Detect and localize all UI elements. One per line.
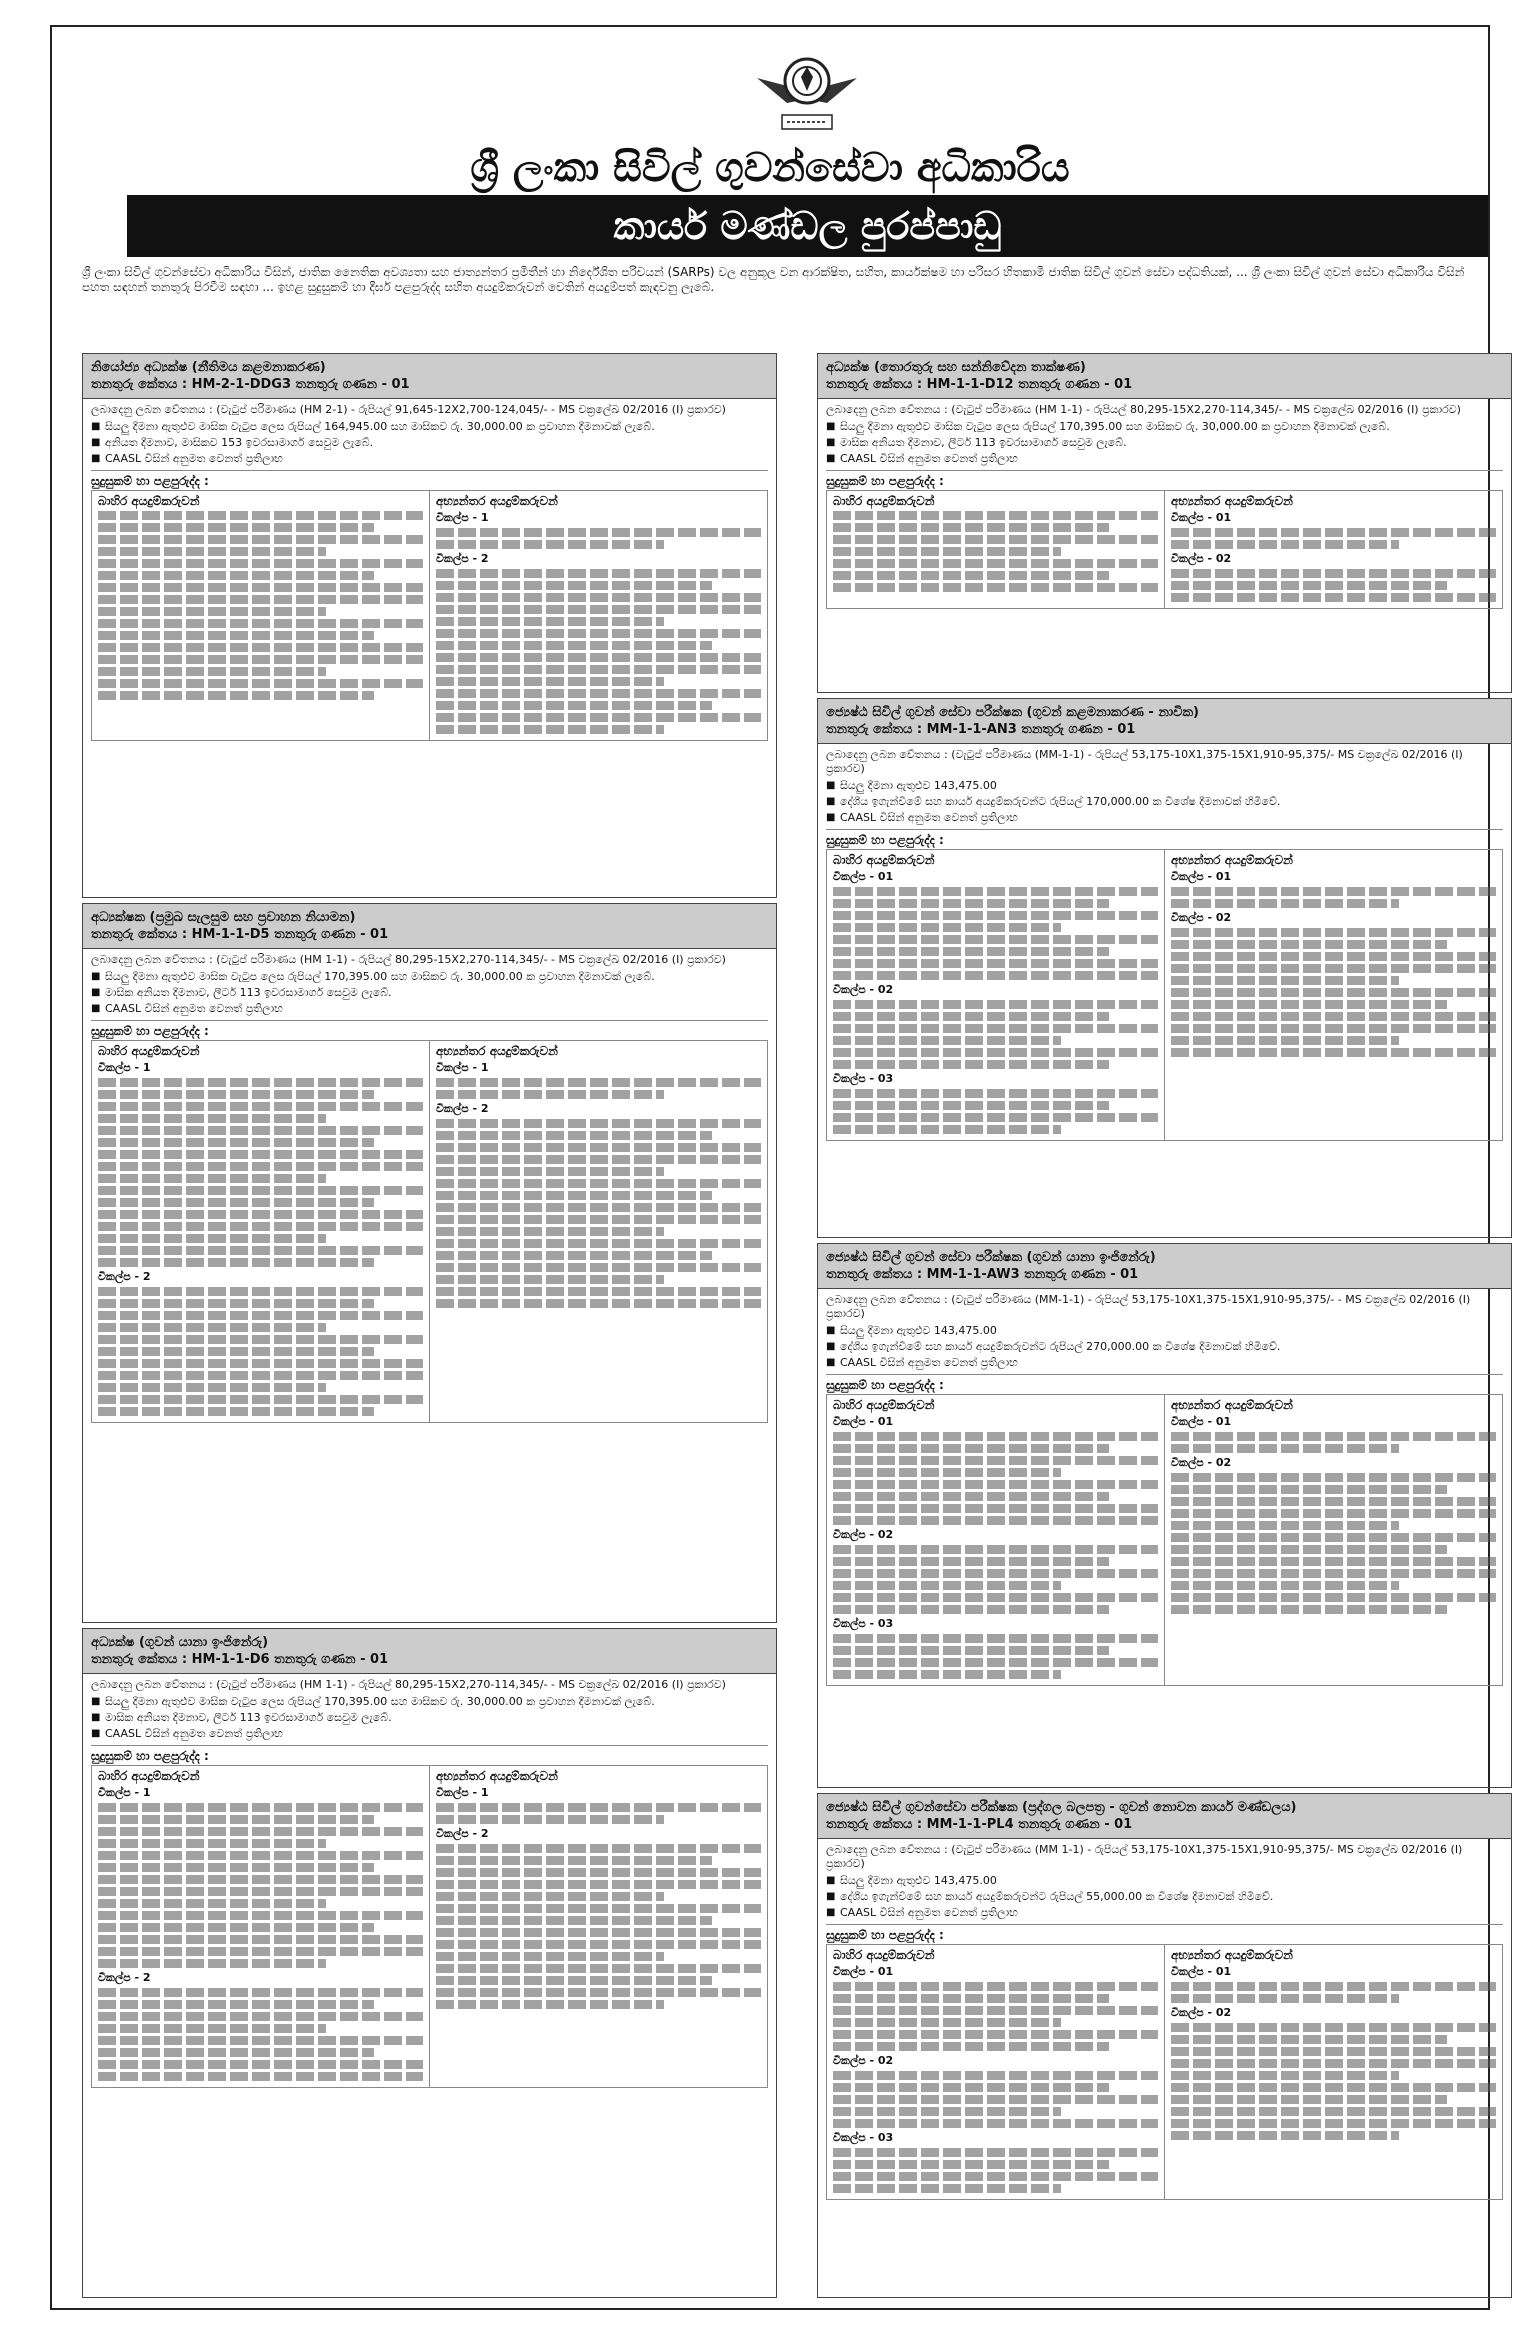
external-heading: බාහිර අයදුම්කරුවන්: [833, 1398, 935, 1412]
qualifications-table: [91, 1765, 768, 2088]
left-column: [82, 353, 777, 2298]
option-label: විකල්ප - 01: [1171, 1965, 1232, 1978]
option-label: විකල්ප - 03: [833, 1617, 894, 1630]
benefit-item: ■ සියලු දීමනා ඇතුළුව 143,475.00: [826, 1874, 1503, 1888]
salary-line: ලබාදෙනු ලබන වේතනය : (වැටුප් පරිමාණය (HM 2-1) - රුපියල් 91,645-12X2,700-124,045/- - MS චක්‍රලේඛ 02/2016 (I) ප්‍රකාරව): [91, 403, 726, 416]
post-header: [818, 699, 1511, 744]
post-header: [818, 1794, 1511, 1839]
benefit-item: ■ සියලු දීමනා ඇතුළුව මාසික වැටුප ලෙස රුපියල් 170,395.00 සහ මාසිකව රු. 30,000.00 ක ප්‍රවාහන දීමනාවක් ලැබේ.: [826, 420, 1503, 434]
option-label: විකල්ප - 01: [833, 1965, 894, 1978]
option-label: විකල්ප - 02: [1171, 552, 1232, 565]
organization-title: ශ්‍රී ලංකා සිවිල් ගුවන්සේවා අධිකාරිය: [470, 145, 1070, 191]
internal-heading: අභ්‍යන්තර අයදුම්කරුවන්: [436, 494, 558, 508]
option-label: විකල්ප - 02: [1171, 1456, 1232, 1469]
qualifications-heading: සුදුසුකම් හා පළපුරුද්ද :: [826, 1924, 1503, 1942]
benefit-item: ■ CAASL විසින් අනුමත වෙනත් ප්‍රතිලාභ: [826, 1906, 1503, 1920]
internal-heading: අභ්‍යන්තර අයදුම්කරුවන්: [436, 1044, 558, 1058]
option-label: විකල්ප - 01: [833, 1415, 894, 1428]
option-label: විකල්ප - 02: [1171, 911, 1232, 924]
qualifications-heading: සුදුසුකම් හා පළපුරුද්ද :: [826, 470, 1503, 488]
qualifications-table: [91, 490, 768, 741]
benefit-item: ■ මාසික අනියත දීමනාව, ලීටර් 113 ඉවරසාමාර්ග සෙවුම ලැබේ.: [91, 986, 768, 1000]
benefit-item: ■ සියලු දීමනා ඇතුළුව 143,475.00: [826, 1324, 1503, 1338]
right-column: [817, 353, 1512, 2298]
benefit-item: ■ දේශීය ඉගැන්වීමේ සහ කාර්ය අයදුම්කරුවන්ට රුපියල් 170,000.00 ක විශේෂ දීමනාවක් හිමිවේ.: [826, 795, 1503, 809]
external-heading: බාහිර අයදුම්කරුවන්: [98, 1769, 200, 1783]
benefit-item: ■ CAASL විසින් අනුමත වෙනත් ප්‍රතිලාභ: [91, 452, 768, 466]
post-code: තනතුරු කේතය : MM-1-1-PL4 තනතුරු ගණන - 01: [826, 1817, 1133, 1832]
post-title: අධ්‍යක්ෂක (ප්‍රමුඛ සැලසුම සහ ප්‍රවාහන නියාමන): [91, 910, 356, 925]
benefit-item: ■ සියලු දීමනා ඇතුළුව මාසික වැටුප ලෙස රුපියල් 164,945.00 සහ මාසිකව රු. 30,000.00 ක ප්‍රවාහන දීමනාවක් ලැබේ.: [91, 420, 768, 434]
qualifications-table: [826, 1944, 1503, 2200]
option-label: විකල්ප - 01: [833, 870, 894, 883]
benefit-item: ■ සියලු දීමනා ඇතුළුව 143,475.00: [826, 779, 1503, 793]
option-label: විකල්ප - 1: [436, 1786, 489, 1799]
option-label: විකල්ප - 03: [833, 2131, 894, 2144]
post-block: [817, 698, 1512, 1238]
benefit-item: ■ සියලු දීමනා ඇතුළුව මාසික වැටුප ලෙස රුපියල් 170,395.00 සහ මාසිකව රු. 30,000.00 ක ප්‍රවාහන දීමනාවක් ලැබේ.: [91, 1695, 768, 1709]
post-code: තනතුරු කේතය : HM-1-1-D6 තනතුරු ගණන - 01: [91, 1652, 389, 1667]
benefit-item: ■ මාසික අනියත දීමනාව, ලීටර් 113 ඉවරසාමාර්ග සෙවුම ලැබේ.: [826, 436, 1503, 450]
benefit-item: ■ මාසික අනියත දීමනාව, ලීටර් 113 ඉවරසාමාර්ග සෙවුම ලැබේ.: [91, 1711, 768, 1725]
post-title: ජ්‍යෙෂ්ඨ සිවිල් ගුවන් සේවා පරීක්ෂක (ගුවන් කළමනාකරණ - නාවික): [826, 705, 1199, 720]
qualifications-table: [826, 490, 1503, 609]
option-label: විකල්ප - 01: [1171, 870, 1232, 883]
post-title: ජ්‍යෙෂ්ඨ සිවිල් ගුවන්සේවා පරීක්ෂක (ප්‍රද්ගල බලපත්‍ර - ගුවන් නොවන කාර්ය මණ්ඩලය): [826, 1800, 1297, 1815]
option-label: විකල්ප - 01: [1171, 1415, 1232, 1428]
option-label: විකල්ප - 2: [98, 1270, 151, 1283]
post-block: [82, 903, 777, 1623]
internal-heading: අභ්‍යන්තර අයදුම්කරුවන්: [1171, 1398, 1293, 1412]
salary-line: ලබාදෙනු ලබන වේතනය : (වැටුප් පරිමාණය (MM-1-1) - රුපියල් 53,175-10X1,375-15X1,910-95,375/- MS චක්‍රලේඛ 02/2016 (I) ප්‍රකාරව): [826, 748, 1463, 775]
option-label: විකල්ප - 1: [98, 1061, 151, 1074]
post-header: [83, 354, 776, 399]
post-block: [817, 353, 1512, 693]
qualifications-heading: සුදුසුකම් හා පළපුරුද්ද :: [826, 829, 1503, 847]
qualifications-table: [826, 849, 1503, 1141]
salary-line: ලබාදෙනු ලබන වේතනය : (වැටුප් පරිමාණය (HM 1-1) - රුපියල් 80,295-15X2,270-114,345/- - MS චක්‍රලේඛ 02/2016 (I) ප්‍රකාරව): [91, 953, 726, 966]
benefit-item: ■ දේශීය ඉගැන්වීමේ සහ කාර්ය අයදුම්කරුවන්ට රුපියල් 55,000.00 ක විශේෂ දීමනාවක් හිමිවේ.: [826, 1890, 1503, 1904]
qualifications-heading: සුදුසුකම් හා පළපුරුද්ද :: [826, 1374, 1503, 1392]
post-code: තනතුරු කේතය : HM-1-1-D12 තනතුරු ගණන - 01: [826, 377, 1133, 392]
salary-line: ලබාදෙනු ලබන වේතනය : (වැටුප් පරිමාණය (HM 1-1) - රුපියල් 80,295-15X2,270-114,345/- - MS චක්‍රලේඛ 02/2016 (I) ප්‍රකාරව): [91, 1678, 726, 1691]
option-label: විකල්ප - 1: [98, 1786, 151, 1799]
benefit-item: ■ අනියත දීමනාව, මාසිකව 153 ඉවරසාමාර්ග සෙවුම ලැබේ.: [91, 436, 768, 450]
benefit-item: ■ සියලු දීමනා ඇතුළුව මාසික වැටුප ලෙස රුපියල් 170,395.00 සහ මාසිකව රු. 30,000.00 ක ප්‍රවාහන දීමනාවක් ලැබේ.: [91, 970, 768, 984]
qualifications-table: [91, 1040, 768, 1423]
caasl-crest-icon: [747, 33, 867, 143]
salary-line: ලබාදෙනු ලබන වේතනය : (වැටුප් පරිමාණය (MM-1-1) - රුපියල් 53,175-10X1,375-15X1,910-95,375/- - MS චක්‍රලේඛ 02/2016 (I) ප්‍රකාරව): [826, 1293, 1471, 1320]
option-label: විකල්ප - 1: [436, 511, 489, 524]
vacancies-banner: කාර්ය මණ්ඩල පුරප්පාඩු: [127, 195, 1488, 257]
option-label: විකල්ප - 02: [833, 1528, 894, 1541]
post-block: [817, 1793, 1512, 2298]
external-heading: බාහිර අයදුම්කරුවන්: [98, 494, 200, 508]
post-header: [83, 904, 776, 949]
intro-paragraph: ශ්‍රී ලංකා සිවිල් ගුවන්සේවා අධිකාරිය විසින්, ජාතික නෛතික අවශ්‍යතා සහ ජාත්‍යන්තර ප්‍රමිතීන් හා නිර්දේශිත පරිචයන් (SARPs) වල අනුකූල වන ආරක්ෂිත, සහිත, කාර්යක්ෂම හා පරිසර හිතකාමී ජාතික සිවිල් ගුවන් සේවා පද්ධතියක්, ... ශ්‍රී ලංකා සිවිල් ගුවන් සේවා අධිකාරිය විසින් පහත සඳහන් තනතුරු පිරවීම සඳහා ... ඉහළ සුදුසුකම් හා දීර්ඝ පළපුරුද්ද සහිත අයදුම්කරුවන් වෙතින් අයදුම්පත් කැඳවනු ලැබේ.: [82, 265, 1465, 294]
internal-heading: අභ්‍යන්තර අයදුම්කරුවන්: [1171, 494, 1293, 508]
benefit-item: ■ CAASL විසින් අනුමත වෙනත් ප්‍රතිලාභ: [826, 811, 1503, 825]
benefit-item: ■ CAASL විසින් අනුමත වෙනත් ප්‍රතිලාභ: [91, 1727, 768, 1741]
salary-line: ලබාදෙනු ලබන වේතනය : (වැටුප් පරිමාණය (HM 1-1) - රුපියල් 80,295-15X2,270-114,345/- - MS චක්‍රලේඛ 02/2016 (I) ප්‍රකාරව): [826, 403, 1461, 416]
advertisement-page: [50, 25, 1490, 2310]
post-title: අධ්‍යක්ෂ (තොරතුරු සහ සන්නිවේදන තාක්ෂණ): [826, 360, 1086, 375]
post-code: තනතුරු කේතය : HM-1-1-D5 තනතුරු ගණන - 01: [91, 927, 389, 942]
benefit-item: ■ CAASL විසින් අනුමත වෙනත් ප්‍රතිලාභ: [826, 1356, 1503, 1370]
post-title: ජ්‍යෙෂ්ඨ සිවිල් ගුවන් සේවා පරීක්ෂක (ගුවන් යානා ඉංජිනේරු): [826, 1250, 1156, 1265]
external-heading: බාහිර අයදුම්කරුවන්: [833, 494, 935, 508]
qualifications-heading: සුදුසුකම් හා පළපුරුද්ද :: [91, 1020, 768, 1038]
option-label: විකල්ප - 2: [98, 1971, 151, 1984]
benefit-item: ■ CAASL විසින් අනුමත වෙනත් ප්‍රතිලාභ: [826, 452, 1503, 466]
option-label: විකල්ප - 02: [1171, 2006, 1232, 2019]
post-header: [83, 1629, 776, 1674]
post-code: තනතුරු කේතය : MM-1-1-AW3 තනතුරු ගණන - 01: [826, 1267, 1139, 1282]
post-block: [82, 1628, 777, 2298]
external-heading: බාහිර අයදුම්කරුවන්: [98, 1044, 200, 1058]
post-code: තනතුරු කේතය : MM-1-1-AN3 තනතුරු ගණන - 01: [826, 722, 1136, 737]
option-label: විකල්ප - 01: [1171, 511, 1232, 524]
option-label: විකල්ප - 2: [436, 1102, 489, 1115]
post-code: තනතුරු කේතය : HM-2-1-DDG3 තනතුරු ගණන - 01: [91, 377, 410, 392]
qualifications-heading: සුදුසුකම් හා පළපුරුද්ද :: [91, 1745, 768, 1763]
post-title: නියෝජ්‍ය අධ්‍යක්ෂ (නීතිමය කළමනාකරණ): [91, 360, 326, 375]
post-block: [817, 1243, 1512, 1788]
option-label: විකල්ප - 02: [833, 983, 894, 996]
internal-heading: අභ්‍යන්තර අයදුම්කරුවන්: [436, 1769, 558, 1783]
qualifications-heading: සුදුසුකම් හා පළපුරුද්ද :: [91, 470, 768, 488]
internal-heading: අභ්‍යන්තර අයදුම්කරුවන්: [1171, 1948, 1293, 1962]
external-heading: බාහිර අයදුම්කරුවන්: [833, 853, 935, 867]
option-label: විකල්ප - 1: [436, 1061, 489, 1074]
benefit-item: ■ දේශීය ඉගැන්වීමේ සහ කාර්ය අයදුම්කරුවන්ට රුපියල් 270,000.00 ක විශේෂ දීමනාවක් හිමිවේ.: [826, 1340, 1503, 1354]
post-header: [818, 354, 1511, 399]
external-heading: බාහිර අයදුම්කරුවන්: [833, 1948, 935, 1962]
salary-line: ලබාදෙනු ලබන වේතනය : (වැටුප් පරිමාණය (MM 1-1) - රුපියල් 53,175-10X1,375-15X1,910-95,375/- MS චක්‍රලේඛ 02/2016 (I) ප්‍රකාරව): [826, 1843, 1463, 1870]
option-label: විකල්ප - 2: [436, 1827, 489, 1840]
option-label: විකල්ප - 2: [436, 552, 489, 565]
post-header: [818, 1244, 1511, 1289]
option-label: විකල්ප - 03: [833, 1072, 894, 1085]
benefit-item: ■ CAASL විසින් අනුමත වෙනත් ප්‍රතිලාභ: [91, 1002, 768, 1016]
option-label: විකල්ප - 02: [833, 2054, 894, 2067]
post-title: අධ්‍යක්ෂ (ගුවන් යානා ඉංජිනේරු): [91, 1635, 269, 1650]
post-block: [82, 353, 777, 898]
qualifications-table: [826, 1394, 1503, 1686]
internal-heading: අභ්‍යන්තර අයදුම්කරුවන්: [1171, 853, 1293, 867]
